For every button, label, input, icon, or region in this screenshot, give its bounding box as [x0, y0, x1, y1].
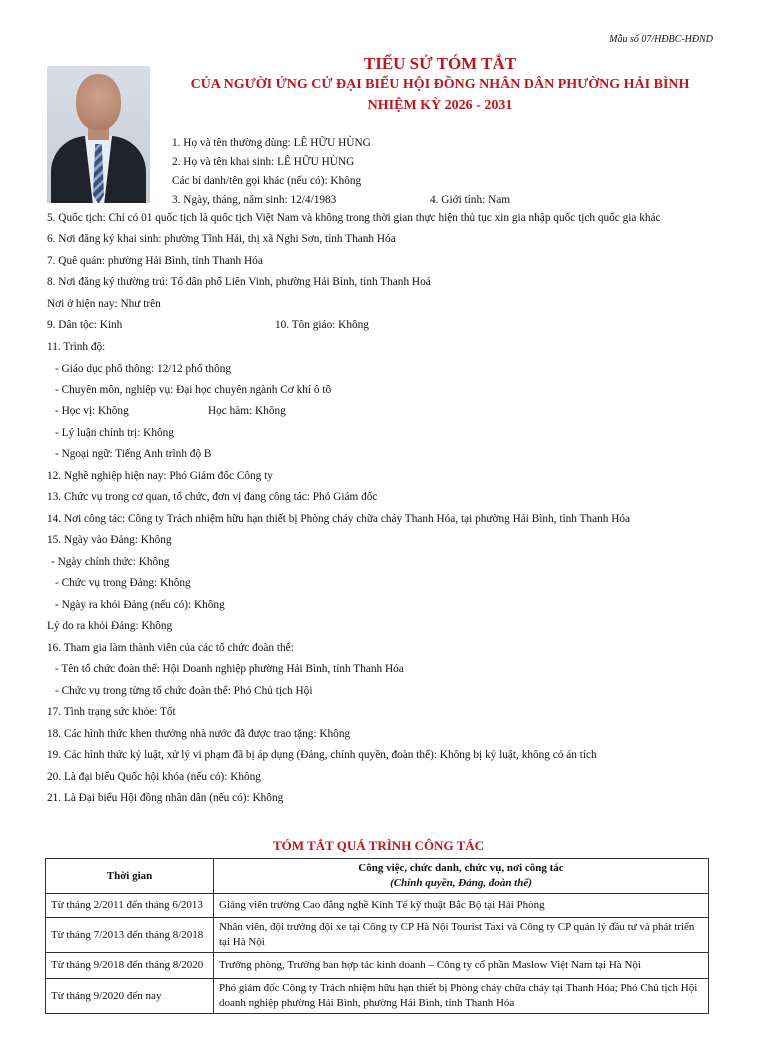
- field-aliases: Các bí danh/tên gọi khác (nếu có): Không: [172, 175, 362, 187]
- field-common-name: 1. Họ và tên thường dùng: LÊ HỮU HÙNG: [172, 137, 371, 149]
- row-work: Nhân viên, đội trưởng đội xe tại Công ty CP Hà Nội Tourist Taxi và Công ty CP quản lý đầu tư và phát triển tại Hà Nội: [214, 918, 709, 953]
- table-row: [46, 918, 709, 953]
- document-title: TIỂU SỬ TÓM TẮT: [363, 54, 517, 73]
- field-discipline: 19. Các hình thức kỷ luật, xử lý vi phạm đã bị áp dụng (Đảng, chính quyền, đoàn thể): Không bị kỷ luật, không có án tích: [47, 749, 597, 761]
- field-specialty: - Chuyên môn, nghiệp vụ: Đại học chuyên ngành Cơ khí ô tô: [55, 384, 332, 396]
- row-time: Từ tháng 9/2018 đến tháng 8/2020: [46, 953, 214, 979]
- field-council-member: 21. Là Đại biểu Hội đồng nhân dân (nếu có): Không: [47, 792, 284, 804]
- row-time: Từ tháng 7/2013 đến tháng 8/2018: [46, 918, 214, 953]
- row-time: Từ tháng 9/2020 đến nay: [46, 979, 214, 1014]
- field-health: 17. Tình trạng sức khỏe: Tốt: [47, 706, 176, 718]
- row-work: Trưởng phòng, Trưởng ban hợp tác kinh doanh – Công ty cổ phần Maslow Việt Nam tại Hà Nội: [214, 953, 709, 979]
- field-awards: 18. Các hình thức khen thưởng nhà nước đã được trao tặng: Không: [47, 728, 351, 740]
- field-birth-name: 2. Họ và tên khai sinh: LÊ HỮU HÙNG: [172, 156, 355, 168]
- field-national-assembly: 20. Là đại biểu Quốc hội khóa (nếu có): Không: [47, 771, 261, 783]
- table-row: [46, 953, 709, 979]
- field-birth-registration: 6. Nơi đăng ký khai sinh: phường Tĩnh Hải, thị xã Nghi Sơn, tỉnh Thanh Hóa: [47, 233, 396, 245]
- field-nationality: 5. Quốc tịch: Chỉ có 01 quốc tịch là quốc tịch Việt Nam và không trong thời gian thực hiện thủ tục xin gia nhập quốc tịch quốc gia khác: [47, 212, 661, 224]
- row-work: Phó giám đốc Công ty Trách nhiệm hữu hạn thiết bị Phòng cháy chữa cháy tại Thanh Hóa; Phó Chủ tịch Hội doanh nghiệp phường Hải Bình, phường Hải Bình, tỉnh Thanh Hóa: [214, 979, 709, 1014]
- field-party-official-date: - Ngày chính thức: Không: [51, 556, 170, 568]
- header-work-line1: Công việc, chức danh, chức vụ, nơi công tác: [358, 862, 564, 874]
- field-permanent-residence: 8. Nơi đăng ký thường trú: Tổ dân phố Liên Vinh, phường Hải Bình, tỉnh Thanh Hoá: [47, 276, 431, 288]
- field-foreign-language: - Ngoại ngữ: Tiếng Anh trình độ B: [55, 448, 212, 460]
- work-history-title: TÓM TẮT QUÁ TRÌNH CÔNG TÁC: [272, 838, 485, 853]
- field-party-position: - Chức vụ trong Đảng: Không: [55, 577, 191, 589]
- field-hometown: 7. Quê quán: phường Hải Bình, tỉnh Thanh Hóa: [47, 255, 263, 267]
- table-row: [46, 894, 709, 918]
- field-occupation: 12. Nghề nghiệp hiện nay: Phó Giám đốc Công ty: [47, 470, 273, 482]
- header-work: [214, 859, 709, 894]
- title-block: [160, 54, 720, 116]
- field-current-residence: Nơi ở hiện nay: Như trên: [47, 298, 161, 310]
- field-workplace: 14. Nơi công tác: Công ty Trách nhiệm hữu hạn thiết bị Phòng cháy chữa cháy Thanh Hóa, tại phường Hải Bình, tỉnh Thanh Hóa: [47, 513, 631, 525]
- field-birth-date: 3. Ngày, tháng, năm sinh: 12/4/1983: [172, 194, 337, 206]
- work-history-table: [45, 858, 709, 1014]
- candidate-photo: [47, 66, 150, 203]
- field-organization-position: - Chức vụ trong từng tổ chức đoàn thể: Phó Chủ tịch Hội: [55, 685, 313, 697]
- field-party-leave-date: - Ngày ra khỏi Đảng (nếu có): Không: [55, 599, 225, 611]
- header-time: Thời gian: [46, 859, 214, 894]
- field-party-join-date: 15. Ngày vào Đảng: Không: [47, 534, 172, 546]
- field-organization-name: - Tên tổ chức đoàn thể: Hội Doanh nghiệp phường Hải Bình, tỉnh Thanh Hóa: [55, 663, 404, 675]
- term-title: NHIỆM KỲ 2026 - 2031: [367, 98, 513, 113]
- row-work: Giảng viên trường Cao đẳng nghề Kinh Tế kỹ thuật Bắc Bộ tại Hải Phòng: [214, 894, 709, 918]
- field-gender: 4. Giới tính: Nam: [430, 194, 511, 206]
- document-subtitle: CỦA NGƯỜI ỨNG CỬ ĐẠI BIỂU HỘI ĐỒNG NHÂN DÂN PHƯỜNG HẢI BÌNH: [190, 77, 690, 92]
- field-education-heading: 11. Trình độ:: [47, 341, 106, 353]
- field-party-leave-reason: Lý do ra khỏi Đảng: Không: [47, 620, 173, 632]
- field-organizations: 16. Tham gia làm thành viên của các tổ chức đoàn thể:: [47, 642, 294, 654]
- header-work-line2: (Chính quyền, Đảng, đoàn thể): [390, 877, 532, 889]
- field-ethnicity: 9. Dân tộc: Kinh: [47, 319, 123, 331]
- row-time: Từ tháng 2/2011 đến tháng 6/2013: [46, 894, 214, 918]
- table-row: [46, 979, 709, 1014]
- form-code: Mẫu số 07/HĐBC-HĐND: [609, 34, 713, 45]
- field-degree: - Học vị: Không: [55, 405, 129, 417]
- field-political-theory: - Lý luận chính trị: Không: [55, 427, 174, 439]
- field-religion: 10. Tôn giáo: Không: [275, 319, 369, 331]
- field-general-education: - Giáo dục phổ thông: 12/12 phổ thông: [55, 363, 232, 375]
- field-academic-title: Học hàm: Không: [208, 405, 286, 417]
- table-header-row: [46, 859, 709, 894]
- field-position: 13. Chức vụ trong cơ quan, tổ chức, đơn vị đang công tác: Phó Giám đốc: [47, 491, 378, 503]
